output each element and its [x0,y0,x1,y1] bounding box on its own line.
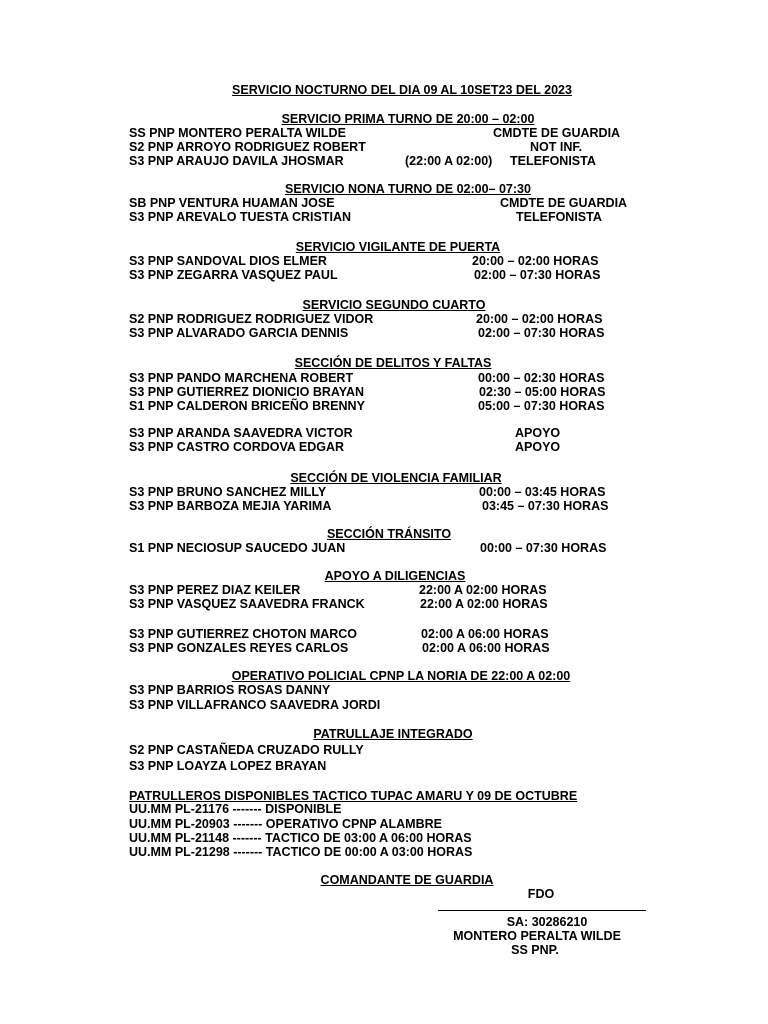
personnel-time: 20:00 – 02:00 HORAS [472,254,599,268]
personnel-name: S2 PNP ARROYO RODRIGUEZ ROBERT [129,140,366,154]
personnel-role: CMDTE DE GUARDIA [500,196,628,210]
personnel-name: S3 PNP ALVARADO GARCIA DENNIS [129,326,349,340]
personnel-time: APOYO [515,440,561,454]
section-heading-segundo: SERVICIO SEGUNDO CUARTO [302,298,486,312]
personnel-name: S3 PNP GONZALES REYES CARLOS [129,641,349,655]
personnel-name: S3 PNP BARBOZA MEJIA YARIMA [129,499,332,513]
personnel-time: 02:00 – 07:30 HORAS [478,326,605,340]
personnel-name: S1 PNP CALDERON BRICEÑO BRENNY [129,399,365,413]
signature-line [438,910,646,911]
signature-fdo: FDO [527,887,555,901]
personnel-name: S2 PNP RODRIGUEZ RODRIGUEZ VIDOR [129,312,374,326]
signature-sa: SA: 30286210 [506,915,588,929]
personnel-time: 03:45 – 07:30 HORAS [482,499,609,513]
vehicle-row: UU.MM PL-21298 ------- TACTICO DE 00:00 A 03:00 HORAS [129,845,473,859]
section-heading-delitos: SECCIÓN DE DELITOS Y FALTAS [294,356,492,370]
section-heading-prima: SERVICIO PRIMA TURNO DE 20:00 – 02:00 [281,112,535,126]
personnel-name: S3 PNP PEREZ DIAZ KEILER [129,583,301,597]
section-heading-patrulleros: PATRULLEROS DISPONIBLES TACTICO TUPAC AMARU Y 09 DE OCTUBRE [129,789,578,803]
personnel-name: S2 PNP CASTAÑEDA CRUZADO RULLY [129,743,364,757]
section-heading-transito: SECCIÓN TRÁNSITO [326,527,452,541]
personnel-role: NOT INF. [530,140,583,154]
personnel-time: (22:00 A 02:00) [405,154,493,168]
personnel-name: S3 PNP CASTRO CORDOVA EDGAR [129,440,345,454]
section-heading-patrullaje: PATRULLAJE INTEGRADO [313,727,473,741]
personnel-time: APOYO [515,426,561,440]
personnel-name: S3 PNP GUTIERREZ DIONICIO BRAYAN [129,385,365,399]
personnel-name: S3 PNP GUTIERREZ CHOTON MARCO [129,627,358,641]
personnel-role: TELEFONISTA [516,210,602,224]
personnel-time: 02:00 A 06:00 HORAS [421,627,549,641]
personnel-name: S3 PNP PANDO MARCHENA ROBERT [129,371,354,385]
personnel-time: 05:00 – 07:30 HORAS [478,399,605,413]
personnel-name: S3 PNP BRUNO SANCHEZ MILLY [129,485,327,499]
section-heading-violencia: SECCIÓN DE VIOLENCIA FAMILIAR [290,471,502,485]
personnel-name: S3 PNP ARANDA SAAVEDRA VICTOR [129,426,353,440]
personnel-name: S1 PNP NECIOSUP SAUCEDO JUAN [129,541,346,555]
personnel-time: 00:00 – 03:45 HORAS [479,485,606,499]
section-heading-nona: SERVICIO NONA TURNO DE 02:00– 07:30 [285,182,531,196]
personnel-name: SS PNP MONTERO PERALTA WILDE [129,126,346,140]
personnel-time: 00:00 – 07:30 HORAS [480,541,607,555]
personnel-time: 02:00 A 06:00 HORAS [422,641,550,655]
personnel-role: TELEFONISTA [510,154,596,168]
section-heading-diligencias: APOYO A DILIGENCIAS [324,569,466,583]
personnel-name: S3 PNP ARAUJO DAVILA JHOSMAR [129,154,344,168]
personnel-name: S3 PNP SANDOVAL DIOS ELMER [129,254,327,268]
section-heading-operativo: OPERATIVO POLICIAL CPNP LA NORIA DE 22:00 A 02:00 [231,669,571,683]
vehicle-row: UU.MM PL-21176 ------- DISPONIBLE [129,802,342,816]
personnel-time: 22:00 A 02:00 HORAS [419,583,547,597]
signature-rank: SS PNP. [511,943,559,957]
personnel-time: 02:30 – 05:00 HORAS [479,385,606,399]
personnel-time: 00:00 – 02:30 HORAS [478,371,605,385]
document-title: SERVICIO NOCTURNO DEL DIA 09 AL 10SET23 DEL 2023 [232,83,572,97]
personnel-name: S3 PNP VILLAFRANCO SAAVEDRA JORDI [129,698,381,712]
vehicle-row: UU.MM PL-21148 ------- TACTICO DE 03:00 A 06:00 HORAS [129,831,472,845]
personnel-name: S3 PNP BARRIOS ROSAS DANNY [129,683,331,697]
signature-heading: COMANDANTE DE GUARDIA [320,873,494,887]
personnel-name: SB PNP VENTURA HUAMAN JOSE [129,196,335,210]
personnel-time: 20:00 – 02:00 HORAS [476,312,603,326]
personnel-name: S3 PNP ZEGARRA VASQUEZ PAUL [129,268,338,282]
section-heading-vigilante: SERVICIO VIGILANTE DE PUERTA [295,240,501,254]
vehicle-row: UU.MM PL-20903 ------- OPERATIVO CPNP ALAMBRE [129,817,442,831]
signature-name: MONTERO PERALTA WILDE [453,929,621,943]
personnel-name: S3 PNP VASQUEZ SAAVEDRA FRANCK [129,597,365,611]
personnel-time: 22:00 A 02:00 HORAS [420,597,548,611]
personnel-name: S3 PNP LOAYZA LOPEZ BRAYAN [129,759,327,773]
personnel-name: S3 PNP AREVALO TUESTA CRISTIAN [129,210,352,224]
personnel-time: 02:00 – 07:30 HORAS [474,268,601,282]
personnel-role: CMDTE DE GUARDIA [493,126,621,140]
